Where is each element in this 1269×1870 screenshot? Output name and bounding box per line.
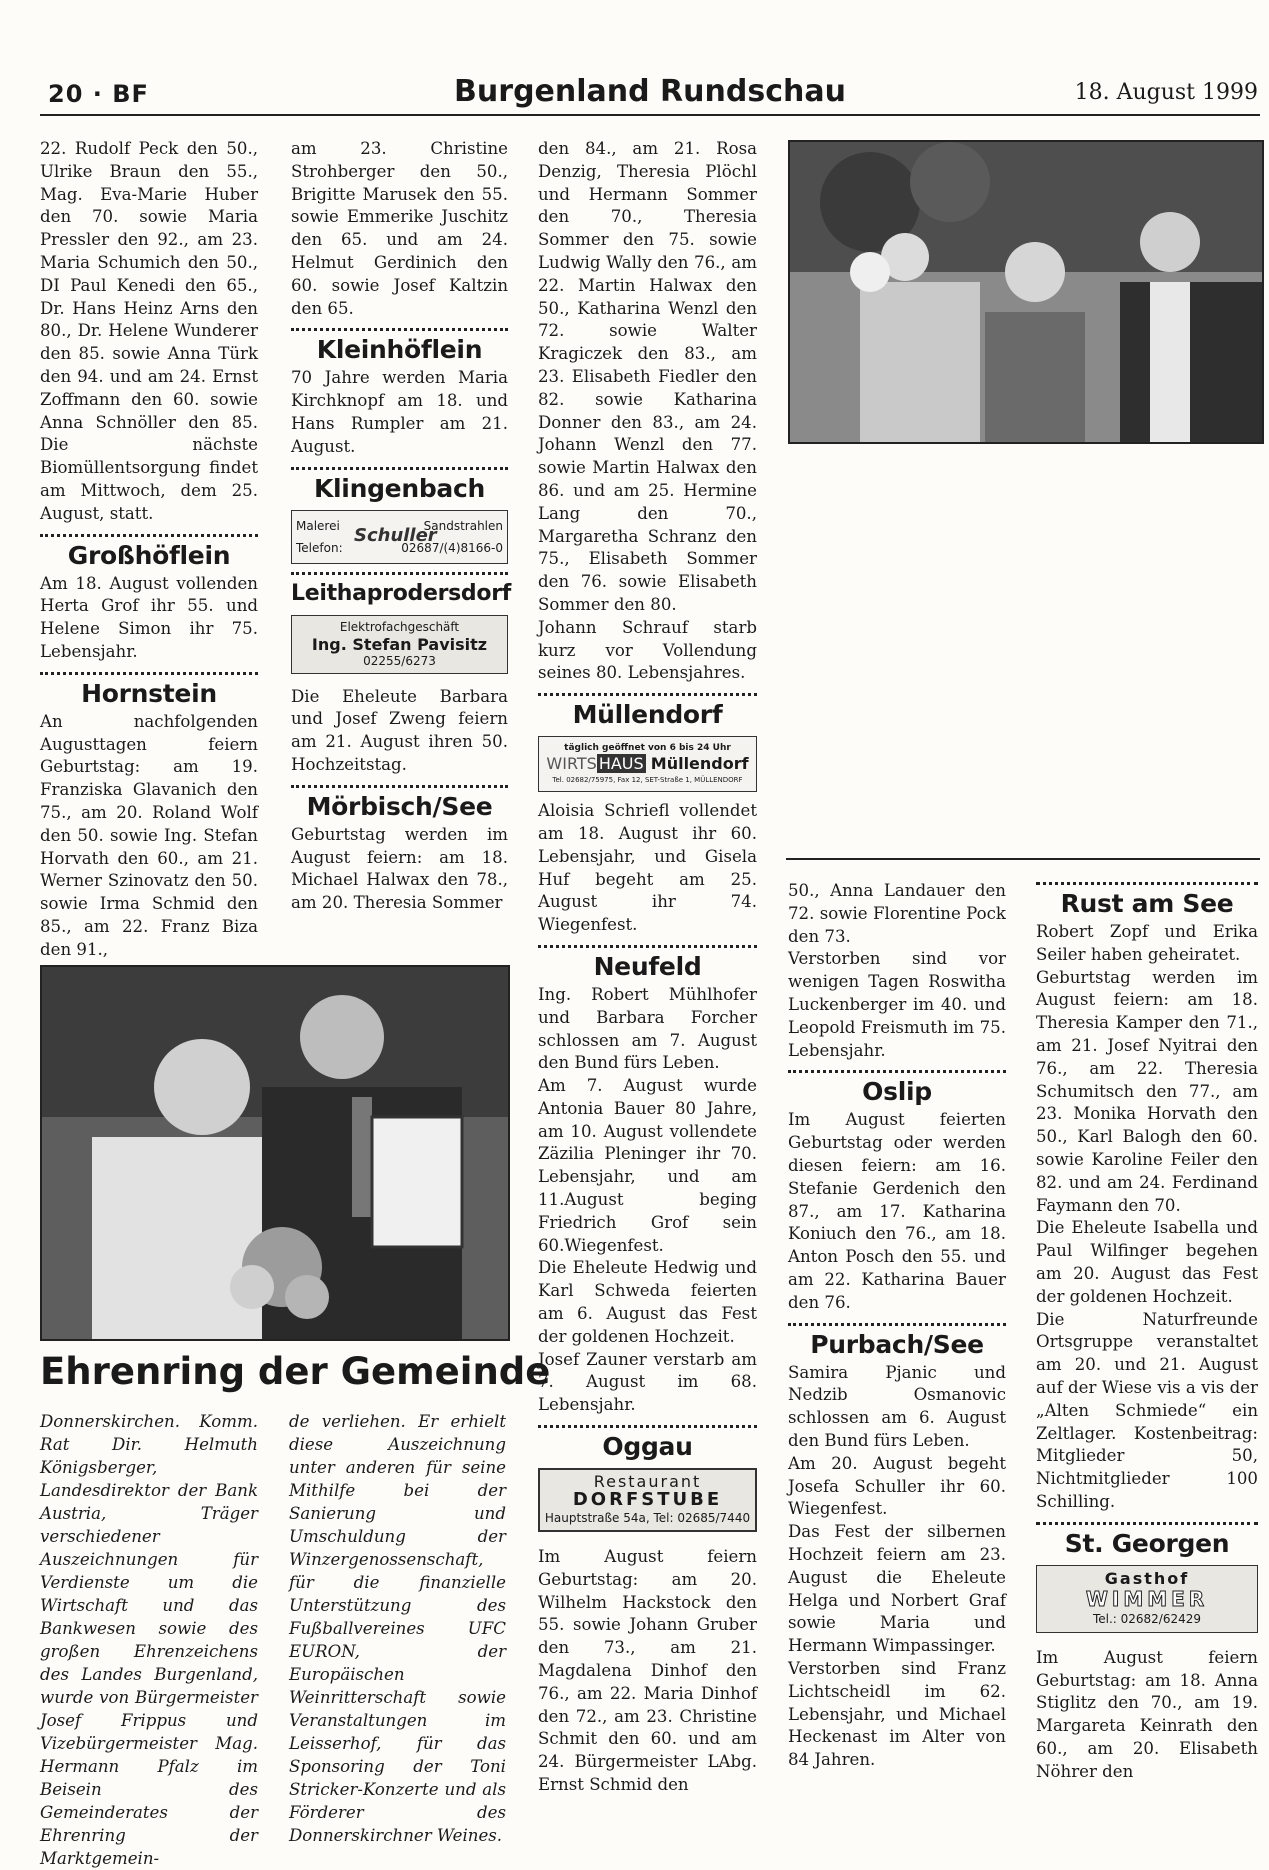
article-text: Im August feierten Geburtstag oder werden diesen feiern: am 16. Stefanie Gerdenich den 87., am 17. Katharina Koniuch den 76., am 18. Anton Posch den 55. und am 22. Katharina Bauer den 76. <box>788 1110 1006 1312</box>
column-3 <box>538 138 757 1797</box>
dotted-divider <box>291 572 508 575</box>
photo-ceremony-icon <box>42 967 508 1339</box>
article-text: Johann Schrauf starb kurz vor Vollendung seines 80. Lebensjahres. <box>538 617 757 683</box>
article-text: Robert Zopf und Erika Seiler haben geheiratet. <box>1036 922 1258 964</box>
section-heading: Rust am See <box>1060 889 1234 918</box>
column-1 <box>40 138 258 962</box>
article-text: Aloisia Schriefl vollendet am 18. August ihr 60. Lebensjahr, und Gisela Huf begeht am 25. August ihr 74. Wiegenfest. <box>538 801 757 935</box>
dotted-divider <box>291 785 508 788</box>
article-text: 22. Rudolf Peck den 50., Ulrike Braun den 55., Mag. Eva-Marie Huber den 70. sowie Maria Pressler den 92., am 23. Maria Schumich den 50., DI Paul Kenedi den 65., Dr. Hans Heinz Arns den 80., Dr. Helene Wunderer den 85. sowie Anna Türk den 94. und am 24. Ernst Zoffmann den 60. sowie Anna Schnöller den 85. Die nächste Biomüllentsorgung findet am Mittwoch, dem 25. August, statt. <box>40 139 258 523</box>
dotted-divider <box>538 693 757 696</box>
section-heading: Kleinhöflein <box>316 335 483 365</box>
dotted-divider <box>1036 882 1258 885</box>
dotted-divider <box>1036 1522 1258 1525</box>
article-text: Josef Zauner verstarb am 7. August im 68. Lebensjahr. <box>538 1349 757 1415</box>
page-number: 20 · BF <box>48 80 149 108</box>
issue-date: 18. August 1999 <box>1074 80 1258 105</box>
kinderkrippe-frame <box>786 498 1260 860</box>
advertisement-wimmer: Gasthof WIMMER Tel.: 02682/62429 <box>1036 1565 1258 1633</box>
article-text: Am 20. August begeht Josefa Schuller ihr 60. Wiegenfest. <box>788 1453 1006 1519</box>
column-5 <box>1036 880 1258 1784</box>
section-heading: St. Georgen <box>1064 1528 1230 1558</box>
dotted-divider <box>40 534 258 537</box>
section-heading: Oslip <box>862 1077 932 1107</box>
advertisement-schuller: Malerei Sandstrahlen Schuller Telefon: 02687/(4)8166-0 <box>291 510 508 564</box>
ehrenring-text-left <box>40 1410 258 1870</box>
article-text: Ing. Robert Mühlhofer und Barbara Forcher schlossen am 7. August den Bund fürs Leben. <box>538 984 757 1073</box>
article-text: Im August feiern Geburtstag: am 18. Anna Stiglitz den 70., am 19. Margareta Keinrath den 60., am 20. Elisabeth Nöhrer den <box>1036 1647 1258 1781</box>
schuller-logo: Schuller <box>354 524 437 546</box>
section-heading: Klingenbach <box>313 473 486 503</box>
article-text: Die Eheleute Isabella und Paul Wilfinger begehen am 20. August das Fest der goldenen Hochzeit. <box>1036 1218 1258 1306</box>
section-heading: Oggau <box>602 1432 693 1462</box>
column-2 <box>291 138 512 915</box>
photo-people-icon <box>790 142 1262 442</box>
article-text: Das Fest der silbernen Hochzeit feiern am 23. August die Eheleute Helga und Norbert Graf sowie Maria und Hermann Wimpassinger. <box>788 1522 1006 1656</box>
ehrenring-photo <box>40 965 510 1341</box>
section-heading: Großhöflein <box>67 540 231 570</box>
article-text: 50., Anna Landauer den 72. sowie Florentine Pock den 73. <box>788 881 1006 946</box>
article-text: Verstorben sind Franz Lichtscheidl im 62. Lebensjahr, und Michael Heckenast im Alter von 84 Jahren. <box>788 1658 1006 1770</box>
newspaper-title: Burgenland Rundschau <box>454 74 846 109</box>
section-heading: Leithaprodersdorf <box>291 580 512 606</box>
dotted-divider <box>788 1070 1006 1073</box>
article-text: am 23. Christine Strohberger den 50., Brigitte Marusek den 55. sowie Emmerike Juschitz den 65. und am 24. Helmut Gerdinich den 60. sowie Josef Kaltzin den 65. <box>291 139 508 318</box>
article-text: Geburtstag werden im August feiern: am 18. Michael Halwax den 78., am 20. Theresia Sommer <box>291 824 508 913</box>
advertisement-wirtshaus: täglich geöffnet von 6 bis 24 Uhr WIRTS HAUS Müllendorf Tel. 02682/75975, Fax 12, SET-Straße 1, MÜLLENDORF <box>538 736 757 792</box>
article-text: Im August feiern Geburtstag: am 20. Wilhelm Hackstock den 55. sowie Johann Gruber den 73., am 21. Magdalena Dinhof den 76., am 22. Maria Dinhof den 72., am 23. Christine Schmit den 60. und am 24. Bürgermeister LAbg. Ernst Schmid den <box>538 1547 757 1795</box>
article-text: de verliehen. Er erhielt diese Auszeichnung unter anderen für seine Mithilfe bei der Sanierung und Umschuldung der Winzergenossenschaft, für die finanzielle Unterstützung des Fußballvereines UFC EURON, der Europäischen Weinritterschaft sowie Veranstaltungen im Leisserhof, für das Sponsoring der Toni Stricker-Konzerte und als Förderer des Donnerskirchner Weines. <box>289 1412 506 1845</box>
column-4 <box>788 880 1006 1772</box>
article-text: Die Eheleute Barbara und Josef Zweng feiern am 21. August ihren 50. Hochzeitstag. <box>291 686 508 774</box>
dotted-divider <box>538 945 757 948</box>
article-text: 70 Jahre werden Maria Kirchknopf am 18. und Hans Rumpler am 21. August. <box>291 368 508 456</box>
section-heading: Hornstein <box>81 678 217 708</box>
article-text: Am 18. August vollenden Herta Grof ihr 55. und Helene Simon ihr 75. Lebensjahr. <box>40 573 258 661</box>
dotted-divider <box>291 467 508 470</box>
article-text: Am 7. August wurde Antonia Bauer 80 Jahre, am 10. August vollendete Zäzilia Pleninger ihr 70. Lebensjahr, und am 11.August beging Friedrich Grof sein 60.Wiegenfest. <box>538 1076 757 1255</box>
advertisement-pavisitz: Elektrofachgeschäft Ing. Stefan Pavisitz 02255/6273 <box>291 615 508 674</box>
article-text: Samira Pjanic und Nedzib Osmanovic schlossen am 6. August den Bund fürs Leben. <box>788 1362 1006 1450</box>
section-heading: Mörbisch/See <box>306 791 493 821</box>
section-heading: Neufeld <box>593 951 702 981</box>
article-text: An nachfolgenden Augusttagen feiern Geburtstag: am 19. Franziska Glavanich den 75., am 20. Roland Wolf den 50. sowie Ing. Stefan Horvath den 60., am 21. Werner Szinovatz den 50. sowie Irma Schmid den 85., am 22. Franz Biza den 91., <box>40 711 258 959</box>
dotted-divider <box>40 672 258 675</box>
ehrenring-text-right <box>289 1410 506 1847</box>
article-text: den 84., am 21. Rosa Denzig, Theresia Plöchl und Hermann Sommer den 70., Theresia Sommer den 75. sowie Ludwig Wally den 76., am 22. Martin Halwax den 50., Katharina Wenzl den 72. sowie Walter Kragiczek den 83., am 23. Elisabeth Fiedler den 82. sowie Katharina Donner den 83., am 24. Johann Wenzl den 77. sowie Martin Halwax den 86. und am 25. Hermine Lang den 70., Margaretha Schranz den 75., Elisabeth Sommer den 76. sowie Elisabeth Sommer den 80. <box>538 139 757 614</box>
article-text: Donnerskirchen. Komm. Rat Dir. Helmuth Königsberger, Landesdirektor der Bank Austria, Träger verschiedener Auszeichnungen für Verdienste um die Wirtschaft und das Bankwesen sowie des großen Ehrenzeichens des Landes Burgenland, wurde von Bürgermeister Josef Frippus und Vizebürgermeister Mag. Hermann Pfalz im Beisein des Gemeinderates der Ehrenring der Marktgemein- <box>40 1412 258 1868</box>
page-header <box>40 70 1260 116</box>
advertisement-dorfstube: Restaurant DORFSTUBE Hauptstraße 54a, Tel: 02685/7440 <box>538 1468 757 1532</box>
dotted-divider <box>538 1425 757 1428</box>
article-text: Die Naturfreunde Ortsgruppe veranstaltet am 20. und 21. August auf der Wiese vis a vis der „Alten Schmiede“ ein Zeltlager. Kostenbeitrag: Mitglieder 50, Nichtmitglieder 100 Schilling. <box>1036 1309 1258 1511</box>
section-heading: Müllendorf <box>572 700 723 730</box>
article-text: Verstorben sind vor wenigen Tagen Roswitha Luckenberger im 40. und Leopold Freismuth im 75. Lebensjahr. <box>788 949 1006 1060</box>
dotted-divider <box>788 1323 1006 1326</box>
kinderkrippe-photo <box>788 140 1264 444</box>
section-heading: Purbach/See <box>810 1329 984 1359</box>
article-text: Geburtstag werden im August feiern: am 18. Theresia Kamper den 71., am 21. Josef Nyitrai den 76., am 22. Theresia Schumitsch den 77., am 23. Monika Horvath den 50., Karl Balogh den 60. sowie Karoline Feiler den 82. und am 24. Ferdinand Faymann den 70. <box>1036 967 1258 1215</box>
dotted-divider <box>291 328 508 331</box>
article-text: Die Eheleute Hedwig und Karl Schweda feierten am 6. August das Fest der goldenen Hochzeit. <box>538 1258 757 1346</box>
ehrenring-headline: Ehrenring der Gemeinde <box>40 1350 551 1393</box>
